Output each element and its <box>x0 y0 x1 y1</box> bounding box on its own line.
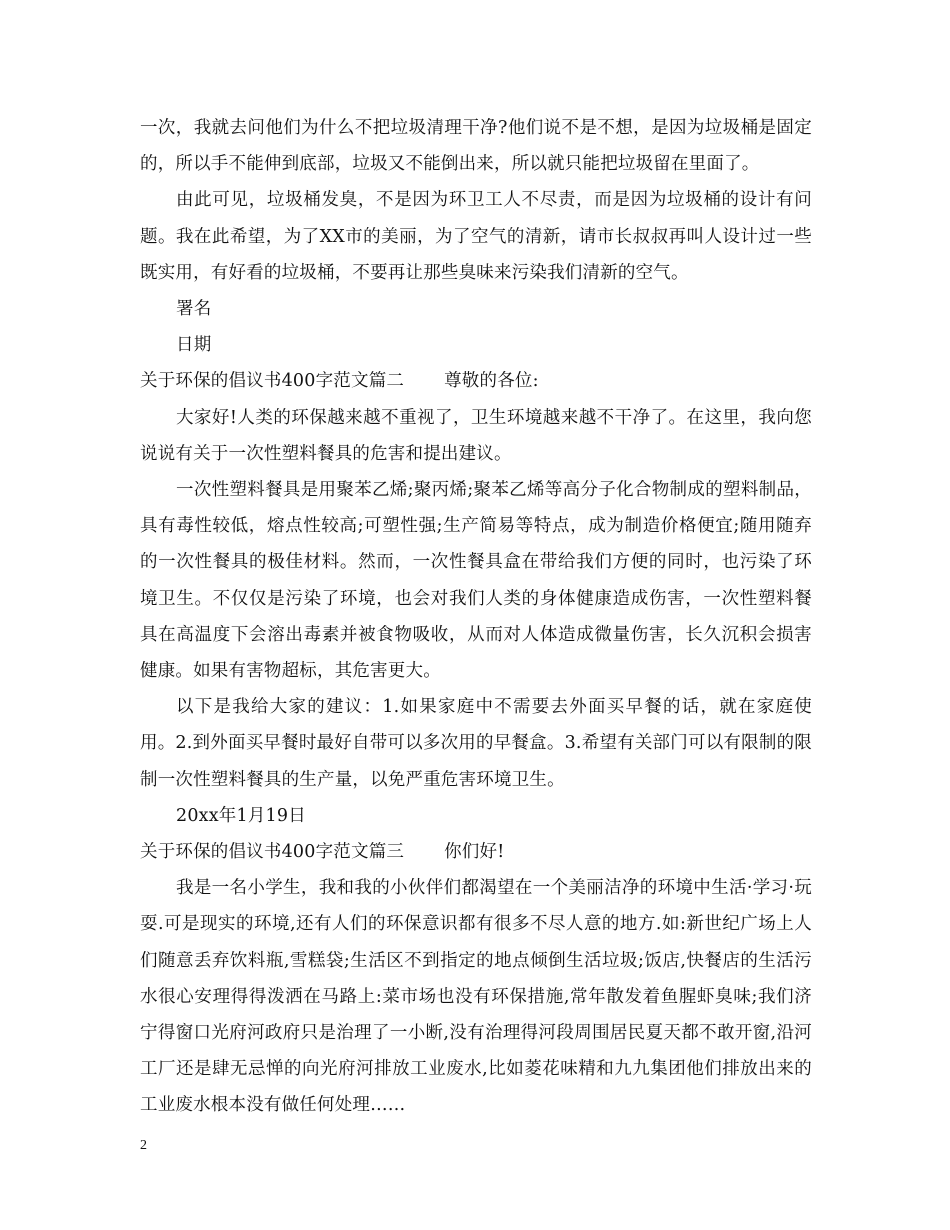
section-heading-3 <box>140 834 812 870</box>
section-heading-2-title: 关于环保的倡议书400字范文篇二 <box>140 371 405 392</box>
signature-label: 署名 <box>176 299 212 320</box>
paragraph-5: 以下是我给大家的建议：1.如果家庭中不需要去外面买早餐的话，就在家庭使用。2.到外面买早餐时最好自带可以多次用的早餐盒。3.希望有关部门可以有限制的限制一次性塑料餐具的生产量，以免严重危害环境卫生。 <box>140 697 812 790</box>
paragraph-4: 一次性塑料餐具是用聚苯乙烯;聚丙烯;聚苯乙烯等高分子化合物制成的塑料制品，具有毒性较低，熔点性较高;可塑性强;生产简易等特点，成为制造价格便宜;随用随弃的一次性餐具的极佳材料。然而，一次性餐具盒在带给我们方便的同时，也污染了环境卫生。不仅仅是污染了环境，也会对我们人类的身体健康造成伤害，一次性塑料餐具在高温度下会溶出毒素并被食物吸收，从而对人体造成微量伤害，长久沉积会损害健康。如果有害物超标，其危害更大。 <box>140 480 812 682</box>
document-body <box>140 110 812 1124</box>
date-label: 日期 <box>176 335 212 356</box>
section-heading-2-greeting: 尊敬的各位: <box>444 371 539 392</box>
page-number: 2 <box>140 1138 147 1153</box>
section-heading-3-greeting: 你们好! <box>444 842 505 863</box>
date-line: 20xx年1月19日 <box>176 805 306 826</box>
section-heading-2 <box>140 363 812 399</box>
paragraph-1: 一次，我就去问他们为什么不把垃圾清理干净?他们说不是不想，是因为垃圾桶是固定的，所以手不能伸到底部，垃圾又不能倒出来，所以就只能把垃圾留在里面了。 <box>140 118 812 175</box>
paragraph-2: 由此可见，垃圾桶发臭，不是因为环卫工人不尽责，而是因为垃圾桶的设计有问题。我在此希望，为了XX市的美丽，为了空气的清新，请市长叔叔再叫人设计过一些既实用，有好看的垃圾桶，不要再让那些臭味来污染我们清新的空气。 <box>140 190 812 283</box>
section-heading-3-title: 关于环保的倡议书400字范文篇三 <box>140 842 405 863</box>
paragraph-6: 我是一名小学生，我和我的小伙伴们都渴望在一个美丽洁净的环境中生活·学习·玩耍.可是现实的环境,还有人们的环保意识都有很多不尽人意的地方.如:新世纪广场上人们随意丢弃饮料瓶,雪糕袋;生活区不到指定的地点倾倒生活垃圾;饭店,快餐店的生活污水很心安理得得泼洒在马路上:菜市场也没有环保措施,常年散发着鱼腥虾臭味;我们济宁得窗口光府河政府只是治理了一小断,没有治理得河段周围居民夏天都不敢开窗,沿河工厂还是肆无忌惮的向光府河排放工业废水,比如菱花味精和九九集团他们排放出来的工业废水根本没有做任何处理…… <box>140 878 812 1116</box>
paragraph-3: 大家好!人类的环保越来越不重视了，卫生环境越来越不干净了。在这里，我向您说说有关于一次性塑料餐具的危害和提出建议。 <box>140 407 812 464</box>
